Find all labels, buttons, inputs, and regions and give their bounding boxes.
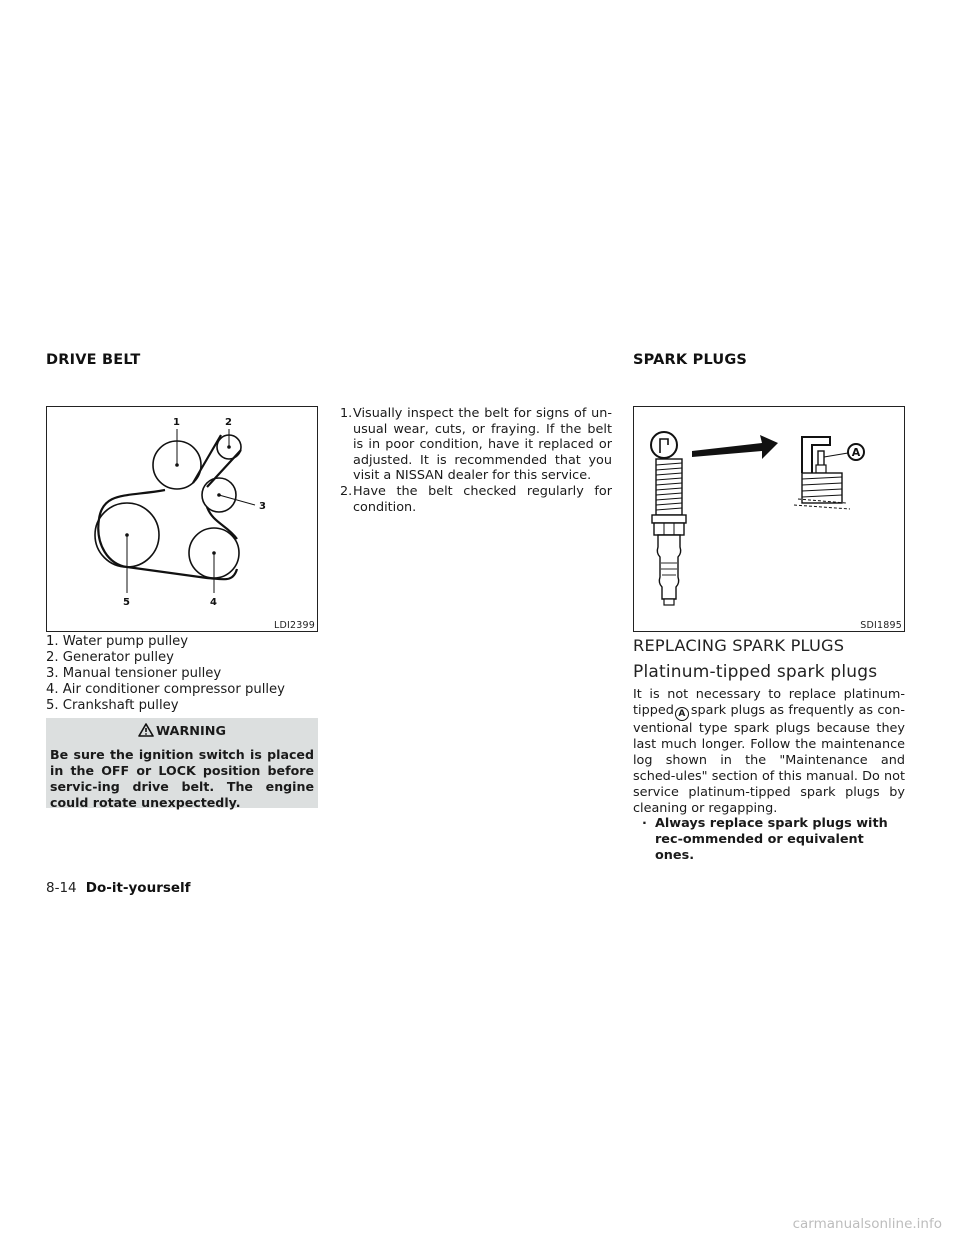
spark-plug-paragraph <box>633 687 905 817</box>
legend-item: 4. Air conditioner compressor pulley <box>46 682 285 697</box>
callout-a: A <box>851 446 861 459</box>
figure-code: SDI1895 <box>860 620 902 631</box>
marker-a: A <box>675 707 689 721</box>
callout-2: 2 <box>225 417 232 428</box>
drive-belt-title: DRIVE BELT <box>46 352 141 368</box>
legend-item: 1. Water pump pulley <box>46 634 189 649</box>
step-number: 2. <box>340 484 353 499</box>
callout-5: 5 <box>123 597 130 608</box>
warning-header <box>46 718 318 739</box>
para-after: spark plugs as frequently as con-ventional type spark plugs because they last much longer. Follow the maintenance log shown in the "Maintenance and sched-ules" section of this manual. Do not service platinum-tipped spark plugs by cleaning or regapping. <box>633 703 905 816</box>
warning-triangle-icon <box>138 723 154 737</box>
warning-box <box>46 718 318 808</box>
spark-plugs-title: SPARK PLUGS <box>633 352 748 368</box>
bullet-dot: · <box>642 816 647 831</box>
drive-belt-diagram <box>47 407 317 631</box>
step-text: Have the belt checked regularly for condition. <box>353 484 612 515</box>
warning-title: WARNING <box>156 724 226 739</box>
spark-plug-figure <box>633 406 905 632</box>
belt-path <box>98 435 241 579</box>
para-before: It is not necessary to replace platinum-tipped <box>633 687 905 718</box>
legend-item: 2. Generator pulley <box>46 650 174 665</box>
callout-1: 1 <box>173 417 180 428</box>
bullet-text: Always replace spark plugs with rec-ommended or equivalent ones. <box>655 816 888 863</box>
replacing-heading: REPLACING SPARK PLUGS <box>633 636 845 655</box>
page-footer <box>46 877 191 896</box>
step-number: 1. <box>340 406 353 421</box>
legend-item: 5. Crankshaft pulley <box>46 698 179 713</box>
watermark: carmanualsonline.info <box>792 1216 942 1232</box>
figure-code: LDI2399 <box>274 620 315 631</box>
callout-3: 3 <box>259 501 266 512</box>
page-number: 8-14 <box>46 880 77 896</box>
spark-plug-diagram <box>634 407 904 631</box>
legend-item: 3. Manual tensioner pulley <box>46 666 222 681</box>
chapter-title: Do-it-yourself <box>85 880 191 896</box>
step-1 <box>340 406 612 484</box>
warning-text: Be sure the ignition switch is placed in the OFF or LOCK position before servic-ing drive belt. The engine could rotate unexpectedly. <box>50 747 314 810</box>
drive-belt-figure <box>46 406 318 632</box>
callout-4: 4 <box>210 597 217 608</box>
pulley-legend <box>46 634 318 714</box>
step-text: Visually inspect the belt for signs of un-usual wear, cuts, or fraying. If the belt is in poor condition, have it replaced or adjusted. It is recommended that you visit a NISSAN dealer for this service. <box>353 406 612 484</box>
platinum-subheading: Platinum-tipped spark plugs <box>633 662 878 682</box>
step-2 <box>340 484 612 515</box>
replacement-bullet <box>644 816 904 864</box>
